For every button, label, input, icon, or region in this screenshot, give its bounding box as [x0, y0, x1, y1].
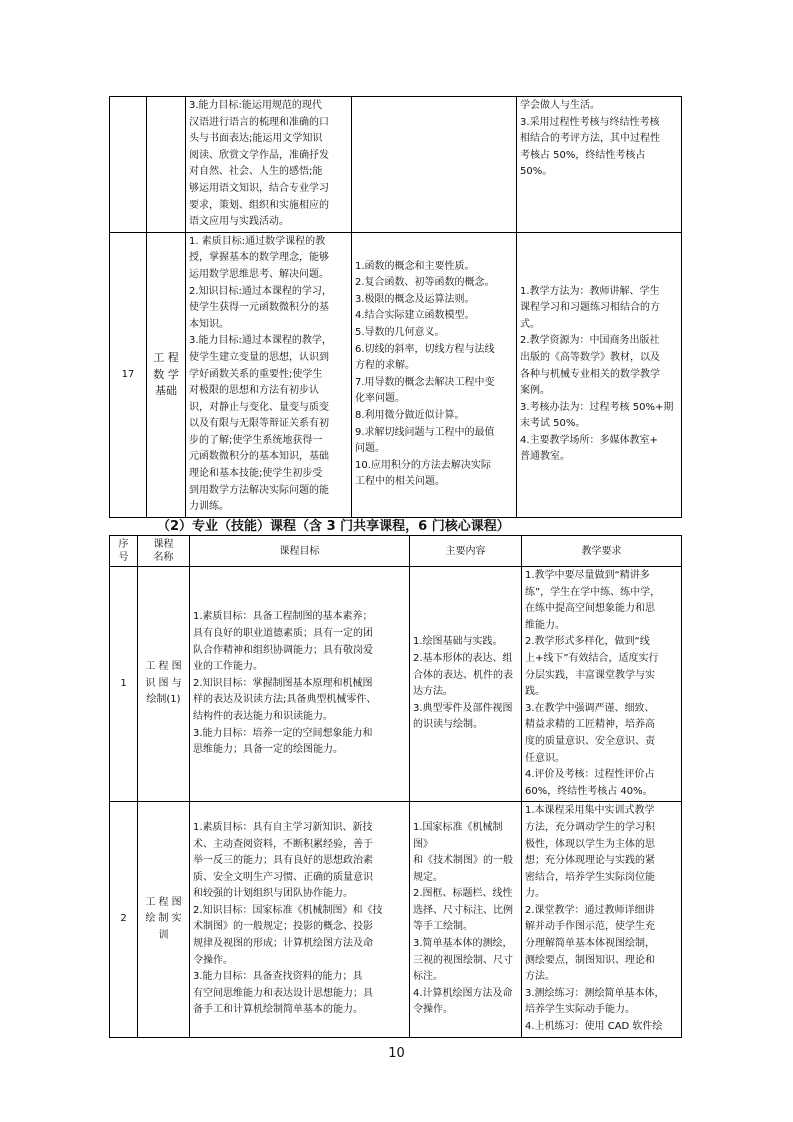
course-goals: 1.素质目标：具有自主学习新知识、新技 术、主动查阅资料，不断积累经验，善于 举一反三的能力；具有良好的思想政治素 质、安全文明生产习惯、正确的质量意识 和较强的计划组织与团队协作能力。 2.知识目标：国家标准《机械制图》和《技 术制图》的一般规定；投影的概念、投影 规律及视图的形成；计算机绘图方法及命 令操作。 3.能力目标：具备查找资料的能力；具 有空间思维能力和表达设计思想能力；具 备手工和计算机绘制简单基本的能力。: [190, 802, 410, 1037]
teaching-requirements: 1.教学中要尽量做到“精讲多 练”，学生在学中练、练中学， 在练中提高空间想象能力和思 维能力。 2.教学形式多样化，做到“线 上+线下”有效结合，适度实行 分层实践，丰富课堂教学与实 践。 3.在教学中强调严谨、细致、 精益求精的工匠精神，培养高 度的质量意识、安全意识、责 任意识。 4.评价及考核：过程性评价占 60%，终结性考核占 40%。: [522, 567, 682, 802]
teaching-requirements: 1.本课程采用集中实训式教学 方法，充分调动学生的学习积 极性，体现以学生为主体的思 想；充分体现理论与实践的紧 密结合，培养学生实际岗位能 力。 2.课堂教学：通过教师详细讲 解并动手作图示范，使学生充 分理解简单基本体视图绘制， 测绘要点，制图知识、理论和 方法。 3.测绘练习：测绘简单基本体， 培养学生实际动手能力。 4.上机练习：使用 CAD 软件绘: [522, 802, 682, 1037]
course-goals: 3.能力目标:能运用规范的现代 汉语进行语言的梳理和准确的口 头与书面表达;能运用文学知识 阅读、欣赏文学作品，准确抒发 对自然、社会、人生的感悟;能 够运用语文知识，结合专业学习 要求，策划、组织和实施相应的 语文应用与实践活动。: [186, 97, 352, 233]
table-row: [110, 802, 682, 1037]
course-goals: 1. 素质目标:通过数学课程的教 授，掌握基本的数学理念，能够 运用数学思维思考、解决问题。 2.知识目标:通过本课程的学习， 使学生获得一元函数微积分的基 本知识。 3.能力目标:通过本课程的教学， 使学生建立变量的思想，认识到 学好函数关系的重要性;使学生 对极限的思想和方法有初步认 识，对静止与变化、量变与质变 以及有限与无限等辩证关系有初 步的了解;使学生系统地获得一 元函数微积分的基本知识，基础 理论和基本技能;使学生初步受 到用数学方法解决实际问题的能 力训练。: [186, 232, 352, 517]
course-name: 工 程 图 绘 制 实 训: [138, 802, 190, 1037]
teaching-requirements: 学会做人与生活。 3.采用过程性考核与终结性考核 相结合的考评方法，其中过程性 考核占 50%，终结性考核占 50%。: [517, 97, 682, 233]
course-name: [147, 97, 186, 233]
row-index: 17: [110, 232, 147, 517]
table-row: [110, 567, 682, 802]
course-table-continued: [109, 96, 682, 518]
table-header-row: [110, 536, 682, 567]
section-heading: （2）专业（技能）课程（含 3 门共享课程，6 门核心课程）: [157, 519, 510, 534]
course-content: 1.国家标准《机械制图》 和《技术制图》的一般 规定。 2.图框、标题栏、线性 选择、尺寸标注、比例 等手工绘制。 3.简单基本体的测绘， 三视的视图绘制、尺寸 标注。 4.计算机绘图方法及命 令操作。: [410, 802, 522, 1037]
course-content: 1.函数的概念和主要性质。 2.复合函数、初等函数的概念。 3.极限的概念及运算法则。 4.结合实际建立函数模型。 5.导数的几何意义。 6.切线的斜率，切线方程与法线 方程的求解。 7.用导数的概念去解决工程中变 化率问题。 8.利用微分做近似计算。 9.求解切线问题与工程中的最值 问题。 10.应用积分的方法去解决实际 工程中的相关问题。: [352, 232, 517, 517]
course-name: 工 程 数 学 基础: [147, 232, 186, 517]
header-name: 课程 名称: [138, 536, 190, 567]
row-index: [110, 97, 147, 233]
course-content: [352, 97, 517, 233]
course-content: 1.绘图基础与实践。 2.基本形体的表达、组 合体的表达、机件的表 达方法。 3.典型零件及部件视图 的识读与绘制。: [410, 567, 522, 802]
course-name: 工 程 图 识 图 与 绘制(1): [138, 567, 190, 802]
header-requirements: 教学要求: [522, 536, 682, 567]
page-number: 10: [388, 1046, 405, 1061]
row-index: 2: [110, 802, 138, 1037]
header-content: 主要内容: [410, 536, 522, 567]
teaching-requirements: 1.教学方法为：教师讲解、学生 课程学习和习题练习相结合的方 式。 2.教学资源为：中国商务出版社 出版的《高等数学》教材，以及 各种与机械专业相关的数学教学 案例。 3.考核办法为：过程考核 50%+期 末考试 50%。 4.主要教学场所：多媒体教室+ 普通教室。: [517, 232, 682, 517]
table-row: [110, 232, 682, 517]
row-index: 1: [110, 567, 138, 802]
header-goals: 课程目标: [190, 536, 410, 567]
professional-course-table: [109, 535, 682, 1038]
header-index: 序 号: [110, 536, 138, 567]
table-row: [110, 97, 682, 233]
course-goals: 1.素质目标：具备工程制图的基本素养； 具有良好的职业道德素质；具有一定的团 队合作精神和组织协调能力；具有敬岗爱 业的工作能力。 2.知识目标：掌握制图基本原理和机械图 样的表达及识读方法;具备典型机械零件、 结构件的表达能力和识读能力。 3.能力目标：培养一定的空间想象能力和 思维能力；具备一定的绘图能力。: [190, 567, 410, 802]
